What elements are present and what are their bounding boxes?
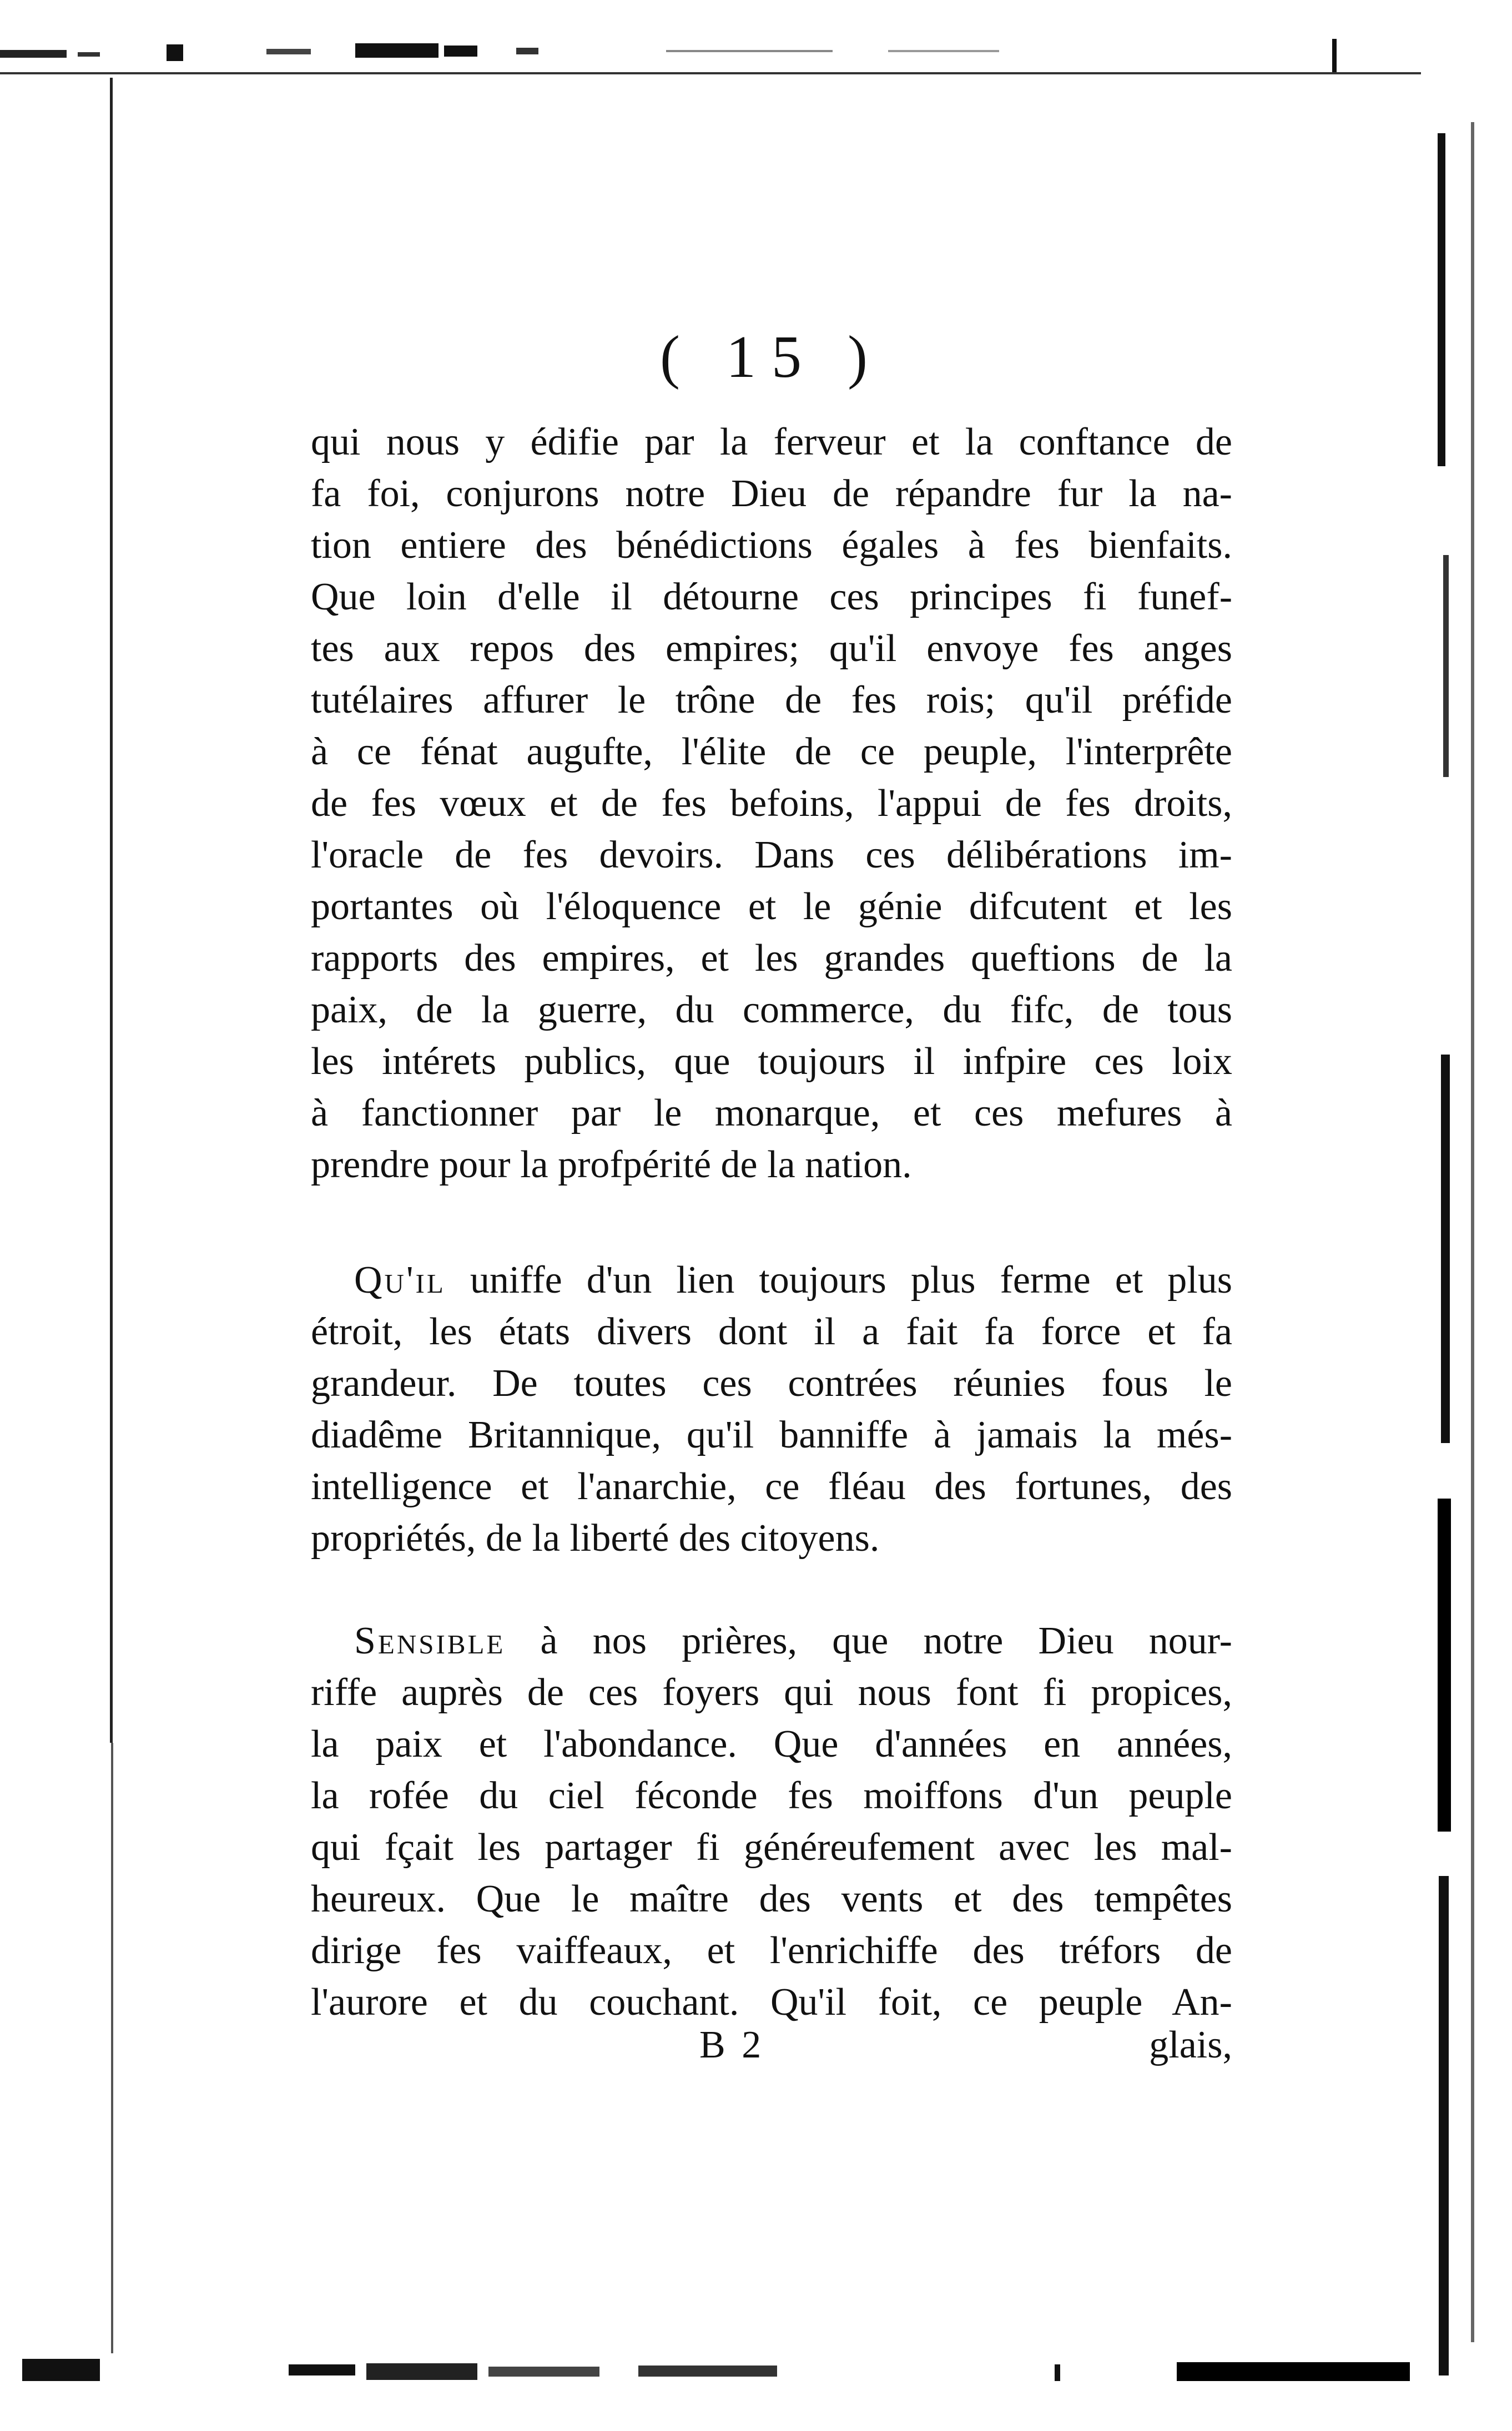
scan-bottom-edge <box>0 2331 1512 2431</box>
text-line: grandeur. De toutes ces contrées réunies fous le <box>311 1362 1232 1405</box>
paragraph-lead-word: Sensible <box>354 1620 506 1662</box>
text-line: intelligence et l'anarchie, ce fléau des fortunes, des <box>311 1465 1232 1508</box>
text-line <box>311 1254 1232 1306</box>
text-line: étroit, les états divers dont il a fait fa force et fa <box>311 1310 1232 1353</box>
text-line: l'aurore et du couchant. Qu'il foit, ce peuple An- <box>311 1981 1232 2024</box>
text-line: tutélaires affurer le trône de fes rois; qu'il préfide <box>311 679 1232 722</box>
text-line: diadême Britannique, qu'il banniffe à jamais la més- <box>311 1414 1232 1456</box>
text-line: riffe auprès de ces foyers qui nous font fi propices, <box>311 1671 1232 1714</box>
page-number: ( 15 ) <box>660 324 883 390</box>
text-span: à nos prières, que notre Dieu nour- <box>505 1620 1232 1662</box>
paragraph-2 <box>311 1254 1232 1564</box>
text-line: la paix et l'abondance. Que d'années en années, <box>311 1723 1232 1766</box>
text-line <box>311 1615 1232 1667</box>
paragraph-3 <box>311 1615 1232 2028</box>
text-span: uniffe d'un lien toujours plus ferme et plus <box>445 1259 1232 1302</box>
scan-left-margin-line <box>94 78 117 2353</box>
scan-top-edge <box>0 33 1443 83</box>
text-line: Que loin d'elle il détourne ces principes fi funef- <box>311 576 1232 618</box>
text-line: qui nous y édifie par la ferveur et la conftance de <box>311 421 1232 463</box>
text-line: dirige fes vaiffeaux, et l'enrichiffe des tréfors de <box>311 1929 1232 1972</box>
signature-mark: B 2 <box>699 2024 765 2066</box>
text-line: tion entiere des bénédictions égales à fes bienfaits. <box>311 524 1232 567</box>
catchword: glais, <box>1149 2024 1232 2066</box>
paragraph-1 <box>311 416 1232 1191</box>
text-line: propriétés, de la liberté des citoyens. <box>311 1517 880 1560</box>
text-line: prendre pour la profpérité de la nation. <box>311 1143 912 1186</box>
text-line: fa foi, conjurons notre Dieu de répandre fur la na- <box>311 472 1232 515</box>
text-line: à fanctionner par le monarque, et ces mefures à <box>311 1092 1232 1134</box>
text-line: qui fçait les partager fi généreufement avec les mal- <box>311 1826 1232 1869</box>
text-line: rapports des empires, et les grandes queftions de la <box>311 937 1232 980</box>
text-line: la rofée du ciel féconde fes moiffons d'un peuple <box>311 1774 1232 1817</box>
text-line: à ce fénat augufte, l'élite de ce peuple, l'interprête <box>311 730 1232 773</box>
text-line: de fes vœux et de fes befoins, l'appui de fes droits, <box>311 782 1232 825</box>
text-line: l'oracle de fes devoirs. Dans ces délibérations im- <box>311 834 1232 876</box>
text-line: les intérets publics, que toujours il infpire ces loix <box>311 1040 1232 1083</box>
text-line: paix, de la guerre, du commerce, du fifc, de tous <box>311 988 1232 1031</box>
text-line: tes aux repos des empires; qu'il envoye fes anges <box>311 627 1232 670</box>
scan-right-edge <box>1421 56 1512 2387</box>
paragraph-lead-word: Qu'il <box>354 1259 446 1302</box>
text-line: heureux. Que le maître des vents et des tempêtes <box>311 1878 1232 1920</box>
text-line: portantes où l'éloquence et le génie difcutent et les <box>311 885 1232 928</box>
